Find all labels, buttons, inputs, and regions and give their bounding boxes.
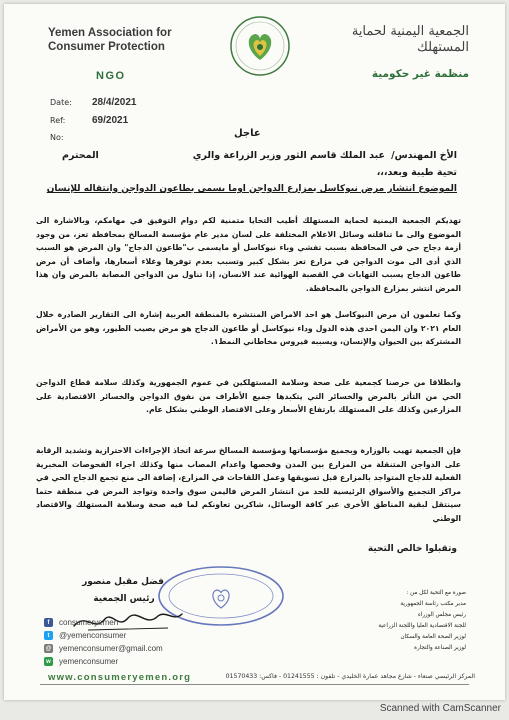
date-value: 28/4/2021: [92, 97, 137, 108]
association-logo-icon: [228, 14, 292, 78]
cc-item: للجنة الاقتصادية العليا واللجنة الزراعية: [378, 623, 466, 629]
body-paragraph-3: وانطلاقا من حرصنا كجمعية على صحة وسلامة المستهلكين في عموم الجمهورية وكذلك سلامة قطاع الدواجن الحي من التأثر بالمرض والخسائر التي يتكبدها جميع الأطراف من نفوق الدواجن والخسائر الاقتصادية على المزارعين وكذلك على المستهلك بارتفاع الأسعار وعلى الاقتصاد الوطني بشكل عام.: [36, 378, 461, 415]
date-label: Date:: [50, 98, 72, 107]
contact-whatsapp-text: yemenconsumer: [59, 657, 119, 666]
signatory-name: فضل مقبل منصور: [82, 577, 164, 587]
ngo-label-en: NGO: [96, 70, 126, 82]
body-paragraph-1: تهديكم الجمعية اليمنية لحماية المستهلك أطيب التحايا متمنية لكم دوام التوفيق في مهامكم، وبالاشارة الى الموضوع والى ما تناقلته وسائل الاعلام المختلفة على لسان مدير عام مؤسسة المسالخ بمحافظة تعز، من وجود أزمة دجاج حي في المحافظة بسبب تفشي وباء نيوكاسل أو مايسمى ب"طاعون الدجاج" وان المرض هو السبب الذي أدى الى موت الدواجن في مزارع تعز بشكل كبير وتسبب بعدم توفرها وغلاء أسعارها، وأضاف أن مرض طاعون الدجاج يسبب التهابات في القصبة الهوائية عند الانسان، إذا تناول من الدواجن المصابة بالمرض وان هذا المرض انتشر بمزارع الدواجن بالمحافظة.: [36, 216, 461, 293]
cc-item: مدير مكتب رئاسة الجمهورية: [400, 601, 466, 607]
subject-line: الموضوع انتشار مرض نيوكاسل بمزارع الدواجن اوما يسمى بطاعون الدواجن وانتقاله للإنسان: [46, 184, 457, 194]
no-label: No:: [50, 133, 64, 142]
contact-whatsapp: [44, 657, 118, 666]
cc-heading: صورة مع التحية لكل من :: [406, 590, 466, 596]
ref-number: 69/2021: [92, 115, 129, 126]
no-row: [50, 133, 64, 142]
org-name-en: Yemen Association for Consumer Protection: [48, 27, 172, 53]
cc-item: رئيس مجلس الوزراء: [418, 612, 466, 618]
footer-divider: [40, 684, 469, 685]
cc-item: لوزير الصحة العامة والسكان: [400, 634, 466, 640]
cc-item: لوزير الصناعة والتجارة: [414, 645, 466, 651]
recipient-name: عبد الملك قاسم الثور وزير الزراعة والري: [192, 150, 385, 161]
respect-label: المحترم: [62, 150, 99, 161]
closing-regards: وتقبلوا خالص التحية: [367, 544, 457, 554]
contact-facebook: [44, 618, 118, 627]
body-paragraph-2: وكما تعلمون ان مرض النيوكاسل هو احد الامراض المنتشرة بالمنطقة العربية إشارة الى التقارير الصادرة خلال العام ٢٠٢١ وان اليمن احدى هذه الدول وداء نيوكاسل أو طاعون الدجاج هو مرض يصيب الطيور، وهو من الأمراض المشتركة بين الحيوان والإنسان، ويسببه فيروس مخاطاني النمط١.: [36, 310, 461, 347]
letter-page: [4, 4, 505, 700]
recipient-label: الأخ المهندس/: [391, 150, 457, 161]
contact-twitter: [44, 631, 126, 640]
urgent-label: عاجل: [234, 128, 261, 139]
body-paragraph-4: فإن الجمعية تهيب بالوزارة وبجميع مؤسساتها ومؤسسة المسالخ سرعة اتخاذ الإجراءات الاحترازية وتشديد الرقابة على الدواجن المتنقلة من المزارع بين المدن وفحصها واعدام المصاب منها وكذلك اجراء الفحوصات المخبرية الفعلية للدجاج المتواجد بالمزارع قبل تسويقها وعمل اللقاحات في المزارع، إضافة الى منع تجمع الدجاج الحي في مراكز التجميع والأسواق الرئيسية للحد من انتشار المرض فاليمن سوق واحدة وتواجد المرض في منطقة حتما سينتقل لبقية المناطق الأخرى عبر كافة الوسائل، شاكرين تعاونكم لما فيه صحة وسلامة المستهلك والاقتصاد الوطني: [36, 446, 461, 523]
contact-email: [44, 644, 163, 653]
contact-facebook-text: consumeryemen: [59, 618, 119, 627]
facebook-icon: f: [44, 618, 53, 627]
twitter-icon: t: [44, 631, 53, 640]
ref-label: Ref:: [50, 116, 66, 125]
contact-email-text: yemenconsumer@gmail.com: [59, 644, 163, 653]
email-icon: @: [45, 645, 52, 652]
footer-address: المركز الرئيسي صنعاء - شارع مجاهد عمارة الخليدي - تلفون : 01241555 - فاكس: 01570433: [225, 673, 475, 680]
website-url: www.consumeryemen.org: [48, 672, 192, 683]
contact-twitter-text: @yemenconsumer: [59, 631, 127, 640]
whatsapp-icon: w: [44, 657, 53, 666]
org-name-ar: الجمعية اليمنية لحماية المستهلك: [351, 24, 469, 55]
signatory-title: رئيس الجمعية: [93, 594, 155, 604]
date-row: [50, 97, 137, 108]
cc-list: [338, 588, 466, 654]
greeting: تحية طيبة وبعد،،،: [376, 167, 457, 178]
scanner-watermark: Scanned with CamScanner: [379, 703, 501, 714]
ref-row: [50, 115, 129, 126]
ngo-label-ar: منظمة غير حكومية: [371, 68, 469, 80]
